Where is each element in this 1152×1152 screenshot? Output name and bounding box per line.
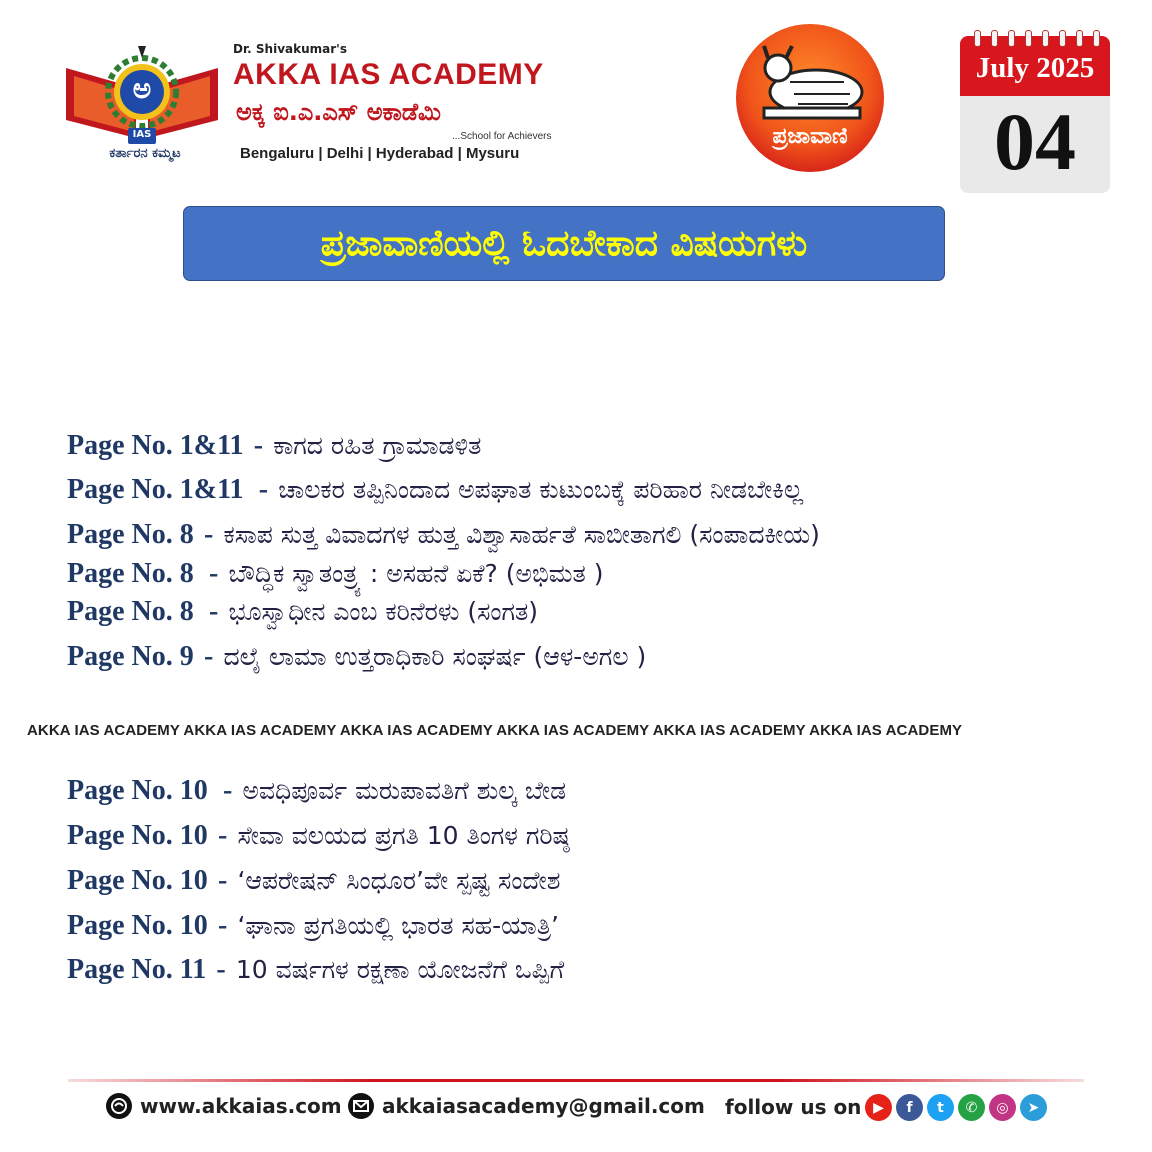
article-title: ಸೇವಾ ವಲಯದ ಪ್ರಗತಿ 10 ತಿಂಗಳ ಗರಿಷ್ಠ [237,821,570,850]
article-separator: - [253,430,264,461]
emblem-letter: ಅ [132,72,152,105]
brand-tagline: ...School for Achievers [452,131,552,142]
article-item [67,558,604,590]
article-item [67,954,564,986]
article-item [67,430,481,462]
article-title: ಕಸಾಪ ಸುತ್ತ ವಿವಾದಗಳ ಹುತ್ತ ವಿಶ್ವಾಸಾರ್ಹತೆ ಸಾಬೀತಾಗಲಿ (ಸಂಪಾದಕೀಯ) [223,520,820,549]
article-page: Page No. 8 [67,519,194,550]
calendar-day: 04 [994,96,1076,187]
footer-divider [68,1079,1084,1082]
email-link[interactable]: akkaiasacademy@gmail.com [382,1094,705,1118]
prajavani-logo [734,22,886,174]
brand-founder: Dr. Shivakumar's [233,42,347,56]
calendar-ring-icon [1076,30,1083,47]
article-page: Page No. 9 [67,641,194,672]
calendar-ring-icon [1059,30,1066,47]
title-banner [183,206,945,281]
telegram-icon[interactable]: ➤ [1020,1094,1047,1121]
newspaper-name: ಪ್ರಜಾವಾಣಿ [772,124,848,149]
article-page: Page No. 10 [67,910,208,941]
article-page: Page No. 1&11 [67,474,244,505]
twitter-icon[interactable]: t [927,1094,954,1121]
calendar-ring-icon [974,30,981,47]
article-title: ದಲೈ ಲಾಮಾ ಉತ್ತರಾಧಿಕಾರಿ ಸಂಘರ್ಷ (ಆಳ-ಅಗಲ ) [223,642,647,671]
mail-icon [348,1093,374,1119]
article-title: ‘ಘಾನಾ ಪ್ರಗತಿಯಲ್ಲಿ ಭಾರತ ಸಹ-ಯಾತ್ರಿ’ [237,911,559,940]
article-title: 10 ವರ್ಷಗಳ ರಕ್ಷಣಾ ಯೋಜನೆಗೆ ಒಪ್ಪಿಗೆ [235,955,565,984]
article-separator: - [217,820,228,851]
article-item [67,775,566,807]
article-separator: - [258,474,269,505]
article-item [67,641,646,673]
calendar-ring-icon [1093,30,1100,47]
banner-title: ಪ್ರಜಾವಾಣಿಯಲ್ಲಿ ಓದಬೇಕಾದ ವಿಷಯಗಳು [320,222,808,264]
calendar-month: July 2025 [975,52,1095,84]
brand-divider-text: AKKA IAS ACADEMY AKKA IAS ACADEMY AKKA IAS ACADEMY AKKA IAS ACADEMY AKKA IAS ACADEMY AKKA IAS ACADEMY [27,722,963,739]
whatsapp-icon[interactable]: ✆ [958,1094,985,1121]
article-separator: - [216,954,226,985]
calendar-ring-icon [1025,30,1032,47]
article-separator: - [223,775,233,806]
article-separator: - [209,596,219,627]
nandi-bull-icon [734,22,886,174]
date-calendar [960,30,1110,193]
calendar-ring-icon [1008,30,1015,47]
article-item [67,865,560,897]
calendar-ring-icon [991,30,998,47]
brand-title: AKKA IAS ACADEMY [233,58,544,91]
article-title: ಕಾಗದ ರಹಿತ ಗ್ರಾಮಾಡಳಿತ [273,431,482,460]
facebook-icon[interactable]: f [896,1094,923,1121]
article-separator: - [217,865,228,896]
article-separator: - [209,558,219,589]
article-item [67,519,820,551]
article-item [67,820,570,852]
calendar-ring-icon [1042,30,1049,47]
article-title: ‘ಆಪರೇಷನ್ ಸಿಂಧೂರ’ವೇ ಸ್ಪಷ್ಟ ಸಂದೇಶ [237,866,561,895]
article-separator: - [217,910,228,941]
brand-cities: Bengaluru | Delhi | Hyderabad | Mysuru [240,145,520,162]
youtube-icon[interactable]: ▶ [865,1094,892,1121]
academy-emblem [62,40,222,165]
emblem-caption: ಕರ್ತಾರನ ಕಮ್ಮಟ [109,146,181,161]
website-link[interactable]: www.akkaias.com [140,1094,342,1118]
article-title: ಚಾಲಕರ ತಪ್ಪಿನಿಂದಾದ ಅಪಘಾತ ಕುಟುಂಬಕ್ಕೆ ಪರಿಹಾರ ನೀಡಬೇಕಿಲ್ಲ [278,475,804,504]
instagram-icon[interactable]: ◎ [989,1094,1016,1121]
article-separator: - [203,519,214,550]
article-page: Page No. 10 [67,820,208,851]
footer-website[interactable] [106,1093,342,1119]
article-item [67,474,803,506]
article-title: ಅವಧಿಪೂರ್ವ ಮರುಪಾವತಿಗೆ ಶುಲ್ಕ ಬೇಡ [242,776,567,805]
brand-title-kannada: ಅಕ್ಕ ಐ.ಎ.ಎಸ್ ಅಕಾಡೆಮಿ [236,98,441,126]
article-title: ಭೂಸ್ವಾಧೀನ ಎಂಬ ಕರಿನೆರಳು (ಸಂಗತ) [228,597,539,626]
social-links [865,1094,1047,1121]
emblem-badge: IAS [132,129,152,140]
article-page: Page No. 10 [67,775,208,806]
globe-icon [106,1093,132,1119]
article-page: Page No. 8 [67,596,194,627]
article-page: Page No. 8 [67,558,194,589]
follow-label: follow us on [725,1095,862,1119]
article-item [67,910,559,942]
article-page: Page No. 10 [67,865,208,896]
article-page: Page No. 11 [67,954,207,985]
article-item [67,596,538,628]
article-title: ಬೌದ್ಧಿಕ ಸ್ವಾತಂತ್ರ್ಯ : ಅಸಹನೆ ಏಕೆ? (ಅಭಿಮತ ) [228,559,604,588]
article-page: Page No. 1&11 [67,430,244,461]
article-separator: - [203,641,214,672]
footer-email[interactable] [348,1093,705,1119]
